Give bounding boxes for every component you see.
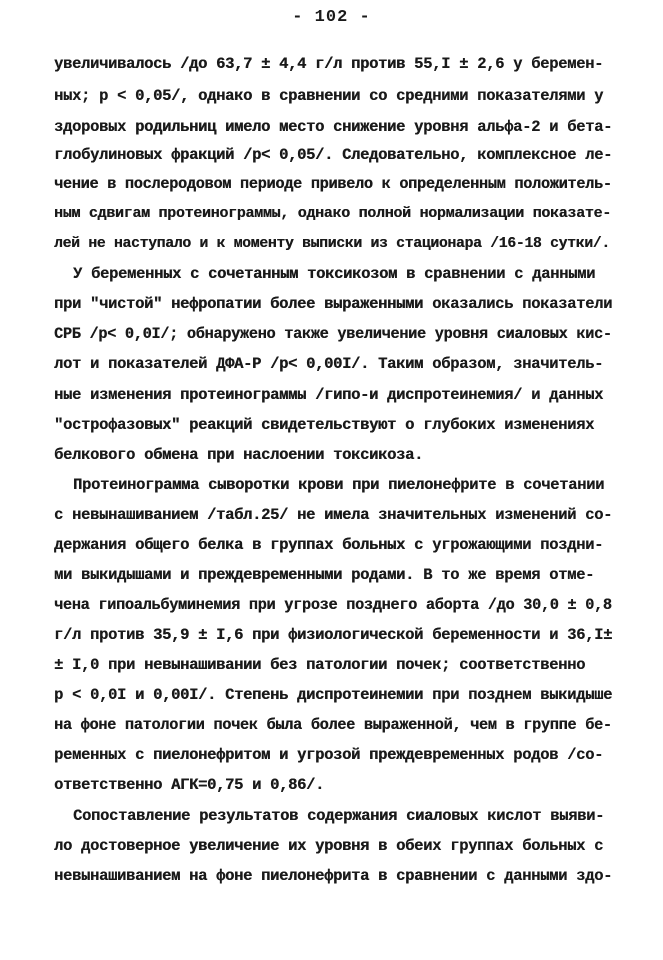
paragraph-first-line: Сопоставление результатов содержания сиаловых кислот выяви- bbox=[73, 807, 605, 825]
text-line: ло достоверное увеличение их уровня в обеих группах больных с bbox=[54, 837, 604, 855]
text-line: ± I,0 при невынашивании без патологии почек; соответственно bbox=[54, 656, 586, 674]
text-line: на фоне патологии почек была более выраженной, чем в группе бе- bbox=[54, 716, 612, 734]
text-line: глобулиновых фракций /р< 0,05/. Следовательно, комплексное ле- bbox=[54, 146, 613, 164]
text-line: невынашиванием на фоне пиелонефрита в сравнении с данными здо- bbox=[54, 867, 613, 885]
text-line: р < 0,0I и 0,00I/. Степень диспротеинемии при позднем выкидыше bbox=[54, 686, 613, 704]
text-line: г/л против 35,9 ± I,6 при физиологической беременности и 36,I± bbox=[54, 626, 613, 644]
text-line: лот и показателей ДФА-Р /р< 0,00I/. Таким образом, значитель- bbox=[54, 355, 604, 373]
text-line: чена гипоальбуминемия при угрозе позднего аборта /до 30,0 ± 0,8 bbox=[54, 596, 612, 614]
text-line: ных; р < 0,05/, однако в сравнении со средними показателями у bbox=[54, 87, 604, 105]
text-line: белкового обмена при наслоении токсикоза. bbox=[54, 446, 424, 464]
text-line: ответственно АГК=0,75 и 0,86/. bbox=[54, 776, 325, 794]
text-line: лей не наступало и к моменту выписки из стационара /16-18 сутки/. bbox=[54, 236, 610, 252]
text-line: увеличивалось /до 63,7 ± 4,4 г/л против 55,I ± 2,6 у беремен- bbox=[54, 55, 604, 73]
text-line: СРБ /р< 0,0I/; обнаружено также увеличение уровня сиаловых кис- bbox=[54, 325, 612, 343]
text-line: ми выкидышами и преждевременными родами. В то же время отме- bbox=[54, 566, 595, 584]
paragraph-first-line: У беременных с сочетанным токсикозом в сравнении с данными bbox=[73, 265, 596, 283]
text-line: ным сдвигам протеинограммы, однако полной нормализации показате- bbox=[54, 205, 611, 222]
text-line: здоровых родильниц имело место снижение уровня альфа-2 и бета- bbox=[54, 118, 613, 136]
text-line: ные изменения протеинограммы /гипо-и диспротеинемия/ и данных bbox=[54, 386, 604, 404]
paragraph-first-line: Протеинограмма сыворотки крови при пиелонефрите в сочетании bbox=[73, 476, 605, 494]
text-line: при "чистой" нефропатии более выраженными оказались показатели bbox=[54, 295, 613, 313]
page-number: - 102 - bbox=[292, 8, 371, 27]
text-line: "острофазовых" реакций свидетельствуют о глубоких изменениях bbox=[54, 416, 595, 434]
text-line: с невынашиванием /табл.25/ не имела значительных изменений со- bbox=[54, 506, 613, 524]
text-line: ременных с пиелонефритом и угрозой преждевременных родов /со- bbox=[54, 746, 604, 764]
text-line: держания общего белка в группах больных с угрожающими поздни- bbox=[54, 536, 604, 554]
text-line: чение в послеродовом периоде привело к определенным положитель- bbox=[54, 175, 612, 193]
